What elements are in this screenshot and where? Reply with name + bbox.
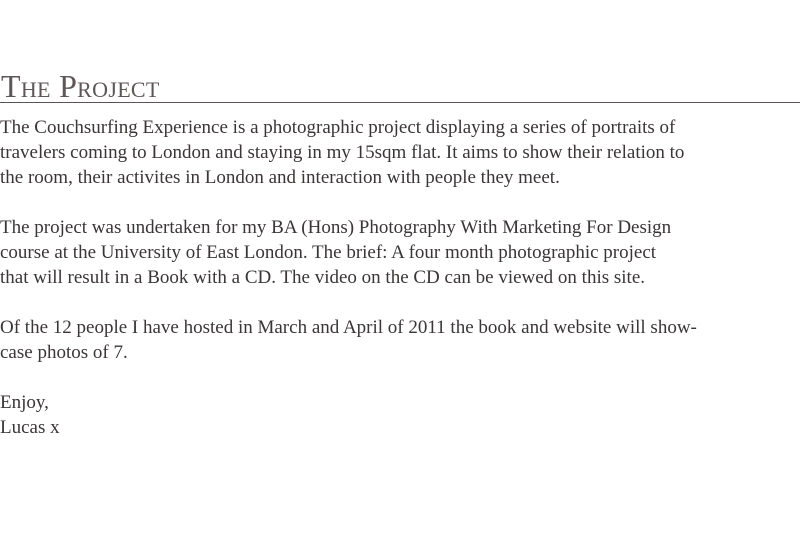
text-line: the room, their activites in London and interaction with people they meet.	[0, 167, 560, 188]
signoff-name: Lucas x	[0, 417, 60, 438]
text-line: case photos of 7.	[0, 342, 128, 363]
text-line: Of the 12 people I have hosted in March and April of 2011 the book and website will show-	[0, 317, 697, 338]
signoff	[0, 390, 800, 440]
paragraph-course	[0, 215, 800, 290]
paragraph-intro	[0, 115, 800, 190]
text-line: The project was undertaken for my BA (Hons) Photography With Marketing For Design	[0, 217, 672, 238]
paragraph-hosts	[0, 315, 800, 365]
section-heading	[0, 70, 800, 103]
text-line: that will result in a Book with a CD. The video on the CD can be viewed on this site.	[0, 267, 646, 288]
text-line: The Couchsurfing Experience is a photographic project displaying a series of portraits of	[0, 117, 676, 138]
project-description	[0, 115, 800, 440]
page-title: The Project	[1, 68, 160, 104]
signoff-greeting: Enjoy,	[0, 392, 49, 413]
text-line: travelers coming to London and staying in my 15sqm flat. It aims to show their relation to	[0, 142, 685, 163]
text-line: course at the University of East London. The brief: A four month photographic project	[0, 242, 657, 263]
